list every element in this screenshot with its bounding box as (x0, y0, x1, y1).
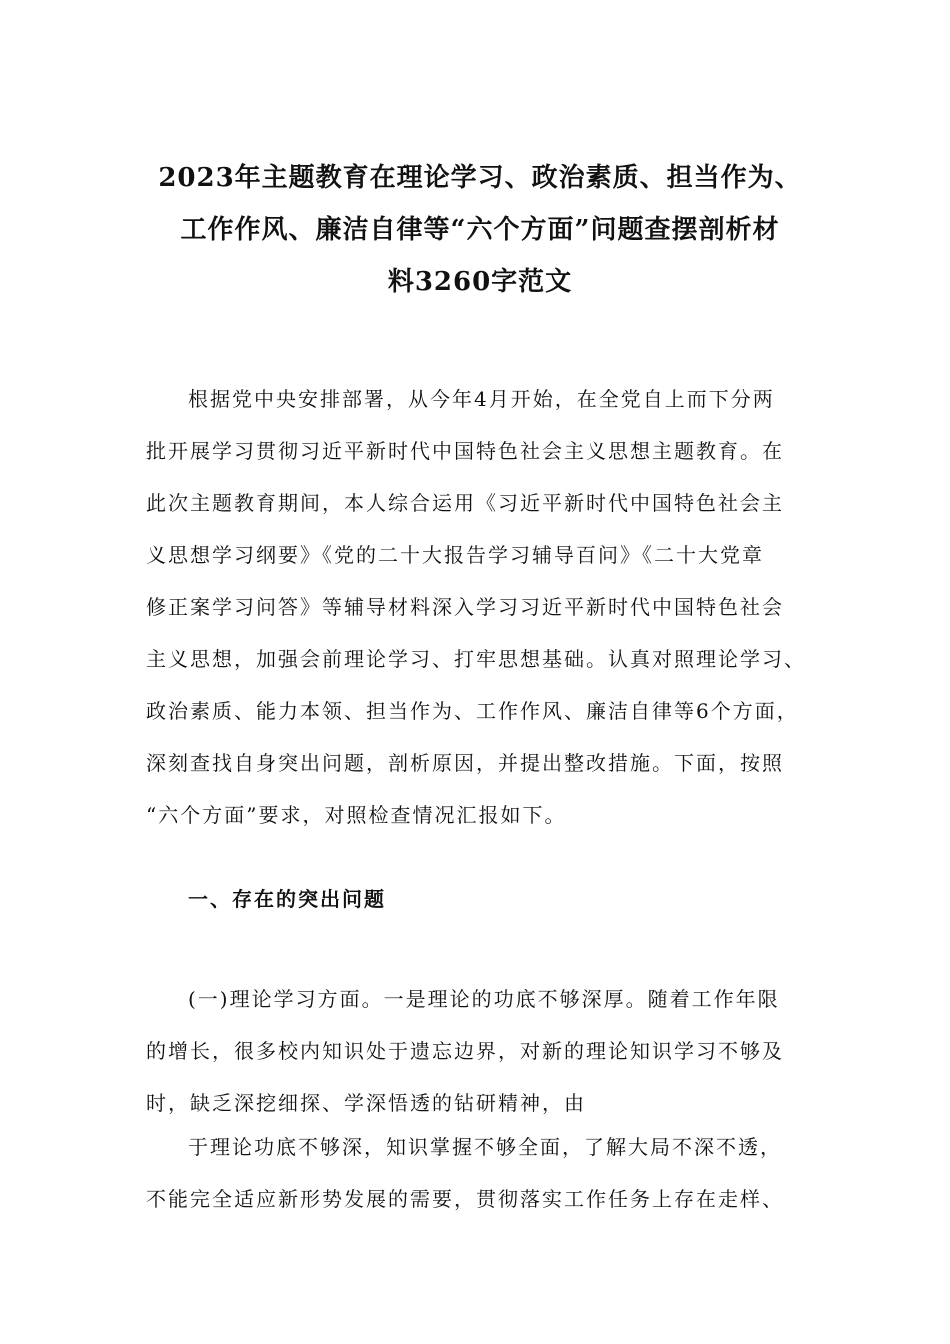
paragraph-line: 的增长，很多校内知识处于遗忘边界，对新的理论知识学习不够及 (146, 1039, 784, 1063)
paragraph-line: 此次主题教育期间，本人综合运用《习近平新时代中国特色社会主 (146, 491, 784, 515)
paragraph-line: 深刻查找自身突出问题，剖析原因，并提出整改措施。下面，按照 (146, 751, 784, 775)
title-line: 2023年主题教育在理论学习、政治素质、担当作为、 (158, 163, 802, 193)
title-line: 工作作风、廉洁自律等“六个方面”问题查摆剖析材 (180, 215, 780, 245)
paragraph-line: “六个方面”要求，对照检查情况汇报如下。 (146, 803, 567, 827)
paragraph-line: 根据党中央安排部署，从今年4月开始，在全党自上而下分两 (188, 387, 775, 411)
paragraph-line: 主义思想，加强会前理论学习、打牢思想基础。认真对照理论学习、 (146, 647, 806, 671)
paragraph-line: 修正案学习问答》等辅导材料深入学习习近平新时代中国特色社会 (146, 595, 784, 619)
paragraph-line: 政治素质、能力本领、担当作为、工作作风、廉洁自律等6个方面， (146, 699, 799, 723)
title-line: 料3260字范文 (387, 267, 573, 297)
paragraph-line: 时，缺乏深挖细探、学深悟透的钻研精神，由 (146, 1091, 586, 1115)
document-title (140, 152, 820, 308)
paragraph-line: (一)理论学习方面。一是理论的功底不够深厚。随着工作年限 (188, 987, 780, 1011)
paragraph-line: 批开展学习贯彻习近平新时代中国特色社会主义思想主题教育。在 (146, 439, 784, 463)
paragraph-line: 义思想学习纲要》《党的二十大报告学习辅导百问》《二十大党章 (146, 543, 764, 567)
paragraph-line: 不能完全适应新形势发展的需要，贯彻落实工作任务上存在走样、 (146, 1187, 784, 1211)
paragraph-line: 于理论功底不够深，知识掌握不够全面，了解大局不深不透， (188, 1135, 782, 1159)
section-heading: 一、存在的突出问题 (188, 887, 386, 911)
